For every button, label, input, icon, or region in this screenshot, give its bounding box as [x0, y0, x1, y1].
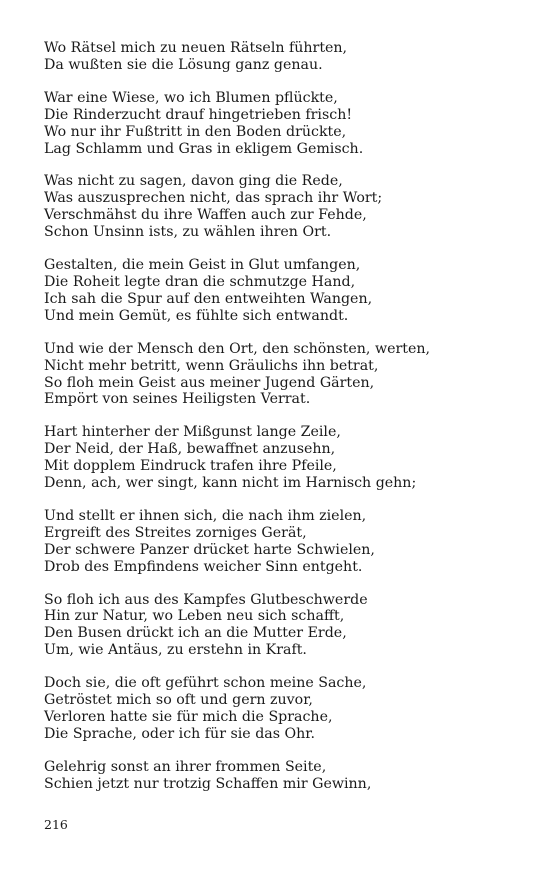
poem-line: Um, wie Antäus, zu erstehn in Kraft.: [44, 642, 307, 659]
stanza: [44, 592, 514, 660]
stanza: [44, 341, 514, 409]
poem-line: Was auszusprechen nicht, das sprach ihr Wort;: [44, 190, 383, 207]
poem-line: Wo nur ihr Fußtritt in den Boden drückte,: [44, 123, 347, 140]
poem-line: Denn, ach, wer singt, kann nicht im Harnisch gehn;: [44, 475, 417, 492]
stanza: [44, 759, 514, 793]
poem-line: Gelehrig sonst an ihrer frommen Seite,: [44, 758, 327, 775]
poem-line: Ich sah die Spur auf den entweihten Wangen,: [44, 290, 373, 307]
poem-line: Gestalten, die mein Geist in Glut umfangen,: [44, 257, 361, 274]
poem-line: So floh mein Geist aus meiner Jugend Gärten,: [44, 374, 375, 391]
stanza: [44, 40, 514, 74]
poem-line: Doch sie, die oft geführt schon meine Sache,: [44, 675, 367, 692]
poem-line: Schon Unsinn ists, zu wählen ihren Ort.: [44, 224, 332, 241]
poem-line: Nicht mehr betritt, wenn Gräulichs ihn betrat,: [44, 357, 379, 374]
stanza: [44, 257, 514, 325]
poem-line: Und stellt er ihnen sich, die nach ihm zielen,: [44, 507, 367, 524]
poem-line: Empört von seines Heiligsten Verrat.: [44, 391, 311, 408]
poem-line: Verschmähst du ihre Waffen auch zur Fehde,: [44, 207, 367, 224]
poem-line: Drob des Empfindens weicher Sinn entgeht.: [44, 558, 363, 575]
poem-line: Der Neid, der Haß, bewaffnet anzusehn,: [44, 441, 336, 458]
stanza: [44, 508, 514, 576]
page-number: 216: [44, 817, 68, 832]
poem-line: Die Rinderzucht drauf hingetrieben frisch!: [44, 106, 353, 123]
poem-line: Hart hinterher der Mißgunst lange Zeile,: [44, 424, 341, 441]
stanza: [44, 173, 514, 241]
stanza: [44, 424, 514, 492]
poem-line: War eine Wiese, wo ich Blumen pflückte,: [44, 89, 338, 106]
stanza: [44, 675, 514, 743]
stanza: [44, 90, 514, 158]
poem-line: Was nicht zu sagen, davon ging die Rede,: [44, 173, 343, 190]
poem-line: Ergreift des Streites zorniges Gerät,: [44, 524, 307, 541]
poem-line: Schien jetzt nur trotzig Schaffen mir Gewinn,: [44, 775, 372, 792]
poem-line: Und wie der Mensch den Ort, den schönsten, werten,: [44, 340, 431, 357]
poem-line: Wo Rätsel mich zu neuen Rätseln führten,: [44, 40, 348, 56]
poem-line: Und mein Gemüt, es fühlte sich entwandt.: [44, 307, 349, 324]
poem-line: Da wußten sie die Lösung ganz genau.: [44, 56, 323, 73]
poem-text: [44, 40, 514, 809]
poem-line: So floh ich aus des Kampfes Glutbeschwerde: [44, 591, 368, 608]
poem-line: Verloren hatte sie für mich die Sprache,: [44, 709, 333, 725]
poem-line: Die Sprache, oder ich für sie das Ohr.: [44, 725, 316, 742]
poem-line: Mit dopplem Eindruck trafen ihre Pfeile,: [44, 458, 337, 475]
poem-line: Lag Schlamm und Gras in ekligem Gemisch.: [44, 140, 364, 157]
poem-line: Den Busen drückt ich an die Mutter Erde,: [44, 625, 347, 642]
poem-line: Die Roheit legte dran die schmutzge Hand,: [44, 273, 356, 290]
poem-line: Hin zur Natur, wo Leben neu sich schafft,: [44, 608, 345, 625]
poem-line: Getröstet mich so oft und gern zuvor,: [44, 692, 313, 709]
poem-line: Der schwere Panzer drücket harte Schwielen,: [44, 541, 375, 558]
